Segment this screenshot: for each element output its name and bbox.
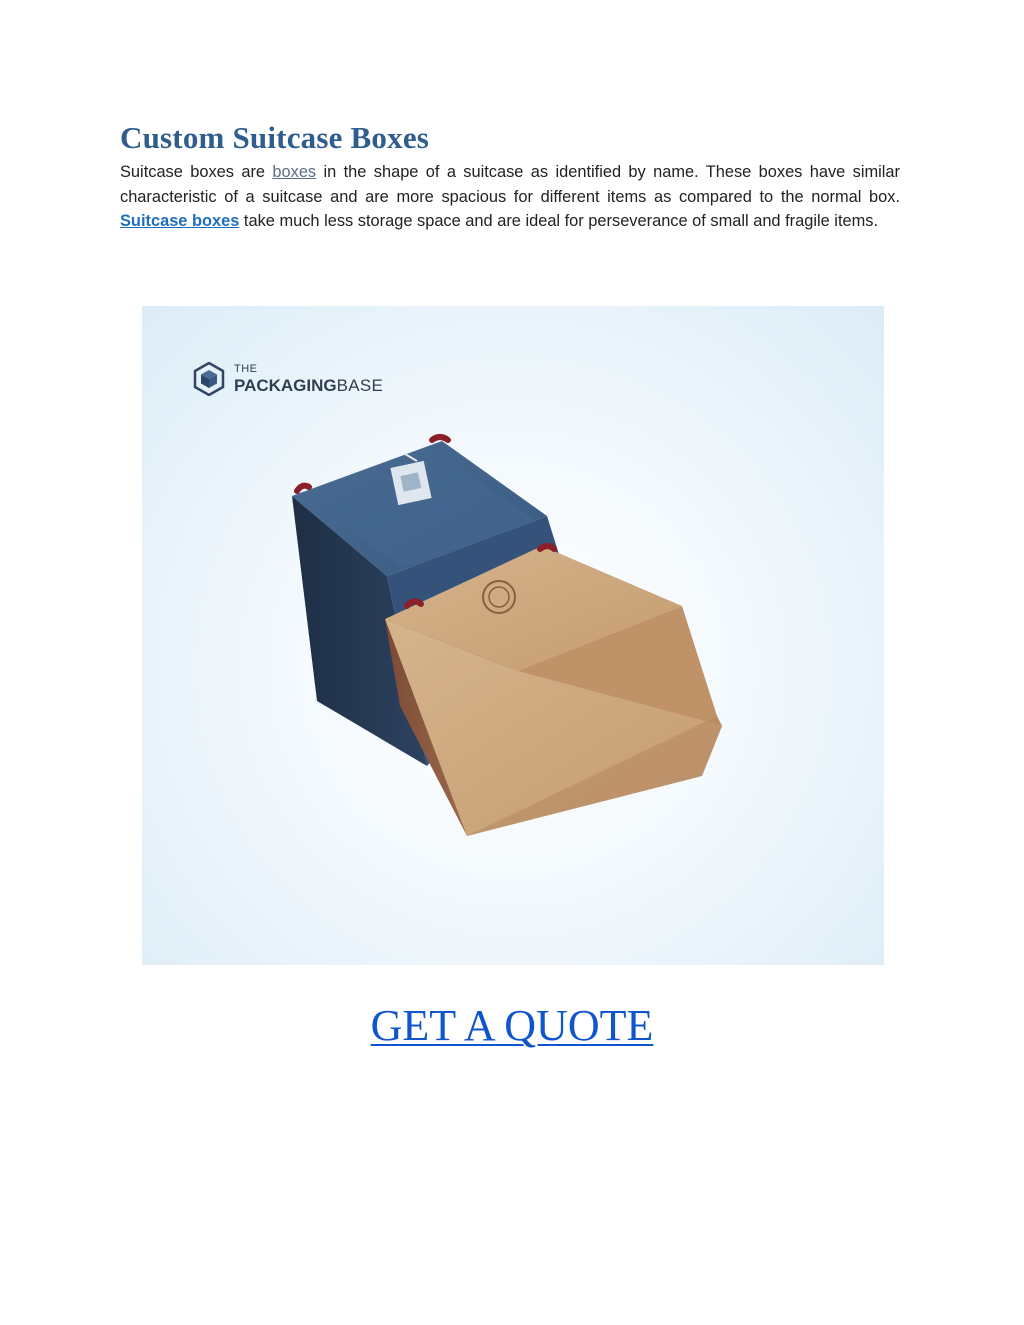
suitcase-boxes-illustration — [142, 306, 884, 965]
get-a-quote-link[interactable]: GET A QUOTE — [370, 1001, 654, 1050]
packaging-base-logo — [192, 362, 383, 396]
boxes-link[interactable]: boxes — [272, 163, 317, 181]
logo-the-text: THE — [234, 363, 258, 375]
logo-packaging-text: PACKAGING — [234, 376, 337, 395]
paragraph-text-2: in the shape of a suitcase as identified by name. These boxes have similar characteristic of a suitcase and are more spacious for different items as compared to the normal box. — [120, 163, 900, 206]
page-title: Custom Suitcase Boxes — [120, 120, 430, 155]
product-image — [142, 306, 884, 965]
logo-name-text — [234, 377, 383, 394]
suitcase-boxes-link[interactable]: Suitcase boxes — [120, 212, 240, 230]
logo-wordmark — [234, 364, 383, 394]
paragraph-text-1: Suitcase boxes are — [120, 163, 273, 181]
hexagon-cube-icon — [192, 362, 226, 396]
quote-section — [0, 1000, 1024, 1051]
paragraph-text-3: take much less storage space and are ideal for perseverance of small and fragile items. — [239, 212, 879, 230]
logo-base-text: BASE — [336, 376, 384, 395]
intro-paragraph — [120, 160, 900, 234]
